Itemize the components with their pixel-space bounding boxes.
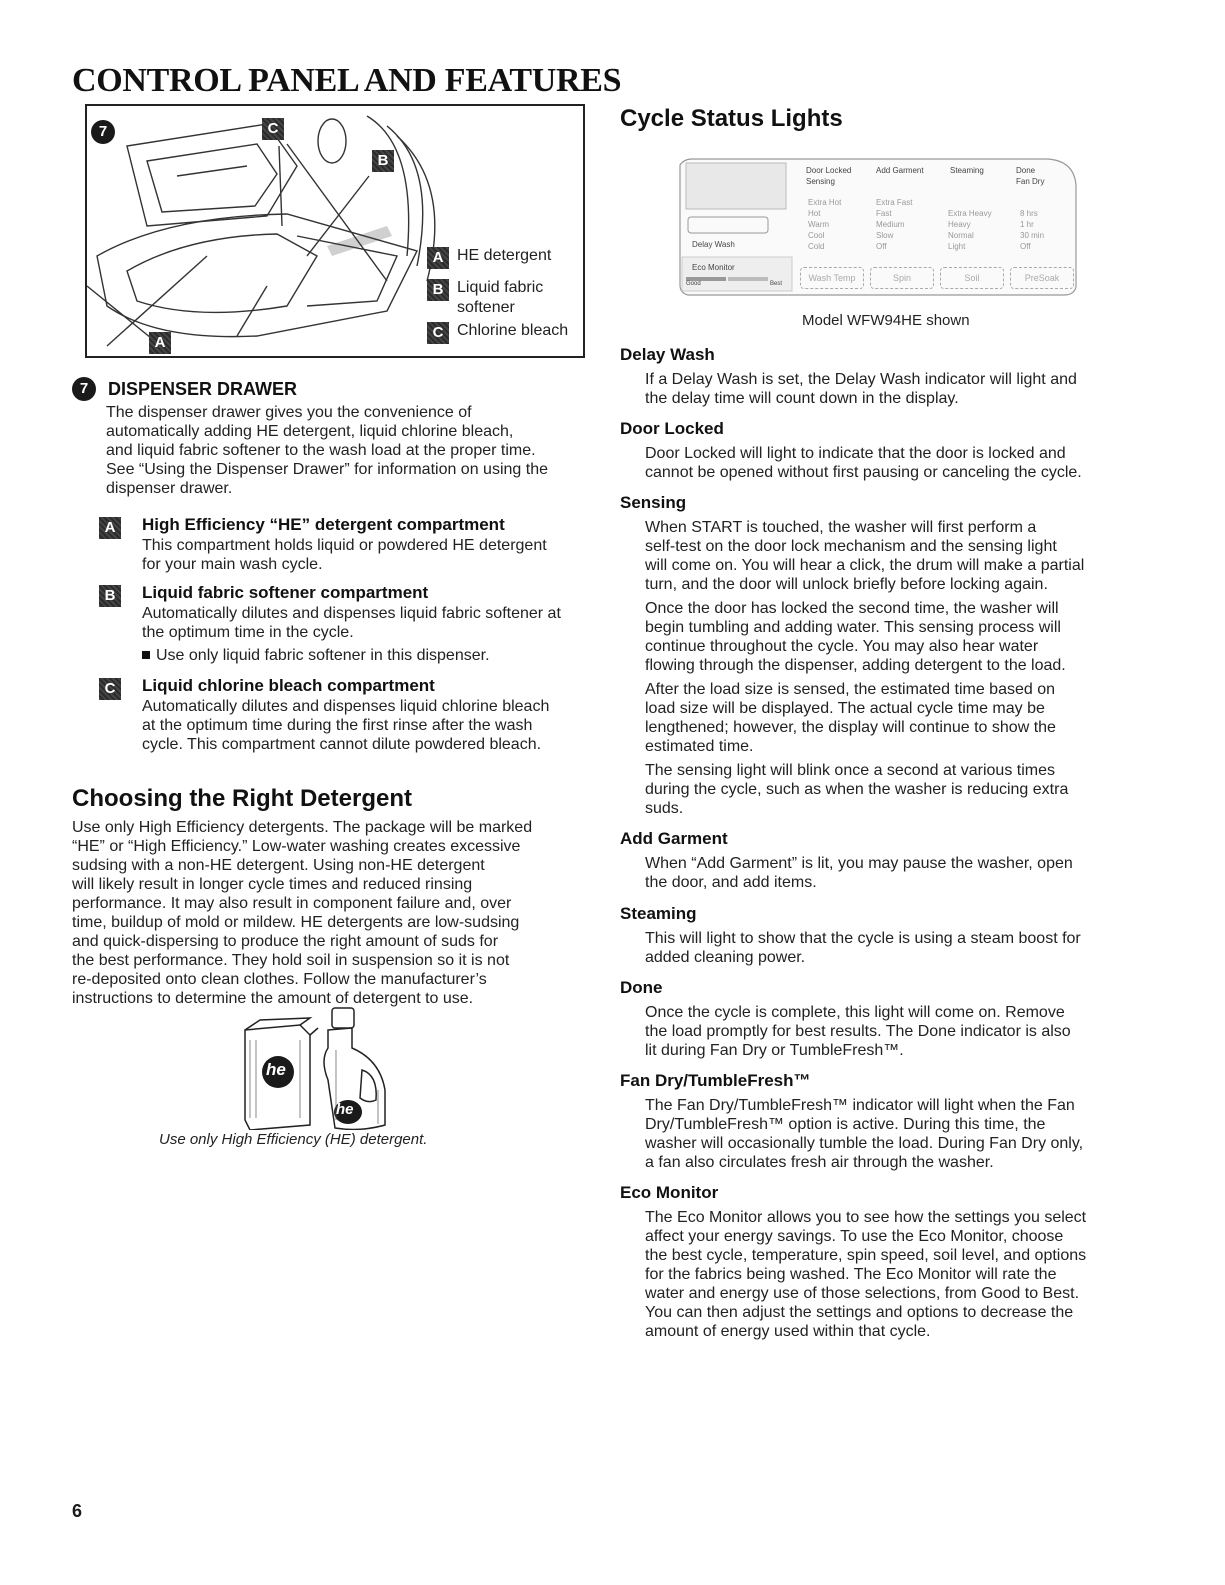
spin-opt: Medium xyxy=(876,220,905,229)
compartment-b xyxy=(99,583,589,668)
section-number: 7 xyxy=(72,377,96,401)
detergent-line-5: performance. It may also result in component failure and, over xyxy=(72,895,512,912)
detergent-heading: Choosing the Right Detergent xyxy=(72,785,412,812)
compartment-title-b: Liquid fabric softener compartment xyxy=(142,583,429,602)
wash-temp-button[interactable]: Wash Temp xyxy=(800,267,864,289)
sensing-p4-line: during the cycle, such as when the washer is reducing extra xyxy=(645,781,1069,798)
spin-button[interactable]: Spin xyxy=(870,267,934,289)
delay-line-2: the delay time will count down in the display. xyxy=(645,390,959,407)
soil-opt: Extra Heavy xyxy=(948,209,992,218)
fan-dry-line-4: a fan also circulates fresh air through the washer. xyxy=(645,1154,994,1171)
he-logo-box: he xyxy=(266,1060,286,1079)
page-number: 6 xyxy=(72,1501,83,1521)
panel-eco-good: Good xyxy=(686,281,701,287)
item-title-fan-dry: Fan Dry/TumbleFresh™ xyxy=(620,1071,811,1090)
detergent-line-6: time, buildup of mold or mildew. HE detergents are low-sudsing xyxy=(72,914,520,931)
eco-line-5: water and energy use of those selections, from Good to Best. xyxy=(645,1285,1080,1302)
legend-b xyxy=(427,278,543,318)
sensing-p2-line: flowing through the dispenser, adding detergent to the load. xyxy=(645,657,1066,674)
compartment-badge-c: C xyxy=(99,678,121,700)
fan-dry-line-2: Dry/TumbleFresh™ option is active. During this time, the xyxy=(645,1116,1046,1133)
sensing-p3-line: lengthened; however, the display will continue to show the xyxy=(645,719,1056,736)
control-panel-illustration xyxy=(678,157,1078,297)
spin-opt: Slow xyxy=(876,231,894,240)
figure-badge-c: C xyxy=(262,118,284,140)
compartment-title-a: High Efficiency “HE” detergent compartment xyxy=(142,515,505,534)
panel-delay-wash: Delay Wash xyxy=(692,240,735,249)
compartment-a-line-2: for your main wash cycle. xyxy=(142,556,323,573)
steaming-line-1: This will light to show that the cycle is using a steam boost for xyxy=(645,930,1081,947)
spin-opt: Off xyxy=(876,242,887,251)
legend-badge-c: C xyxy=(427,322,449,344)
item-title-add-garment: Add Garment xyxy=(620,829,728,848)
spin-opt: Extra Fast xyxy=(876,198,913,207)
item-body-add-garment xyxy=(645,854,1145,892)
compartment-b-bullet xyxy=(142,646,592,665)
light-fan-dry: Fan Dry xyxy=(1016,177,1045,186)
spin-opt: Fast xyxy=(876,209,892,218)
presoak-opt: 8 hrs xyxy=(1020,209,1038,218)
model-caption: Model WFW94HE shown xyxy=(802,312,970,329)
done-line-1: Once the cycle is complete, this light will come on. Remove xyxy=(645,1004,1065,1021)
soil-opt: Heavy xyxy=(948,220,971,229)
legend-a xyxy=(427,246,551,269)
legend-label-b-2: softener xyxy=(457,299,515,316)
soil-button[interactable]: Soil xyxy=(940,267,1004,289)
soil-opt: Light xyxy=(948,242,966,251)
sensing-p3-line: load size will be displayed. The actual cycle time may be xyxy=(645,700,1045,717)
compartment-b-line-1: Automatically dilutes and dispenses liquid fabric softener at xyxy=(142,605,561,622)
detergent-line-1: Use only High Efficiency detergents. The package will be marked xyxy=(72,819,533,836)
page-title: CONTROL PANEL AND FEATURES xyxy=(72,62,622,99)
temp-opt: Cold xyxy=(808,242,825,251)
temp-opt: Extra Hot xyxy=(808,198,842,207)
delay-line-1: If a Delay Wash is set, the Delay Wash indicator will light and xyxy=(645,371,1077,388)
legend-badge-b: B xyxy=(427,279,449,301)
item-body-delay-wash xyxy=(645,370,1145,408)
item-title-eco-monitor: Eco Monitor xyxy=(620,1183,719,1202)
sensing-p3-line: estimated time. xyxy=(645,738,754,755)
detergent-line-8: the best performance. They hold soil in suspension so it is not xyxy=(72,952,510,969)
item-body-fan-dry xyxy=(645,1096,1145,1172)
eco-line-2: affect your energy savings. To use the Eco Monitor, choose xyxy=(645,1228,1064,1245)
detergent-line-7: and quick-dispersing to produce the right amount of suds for xyxy=(72,933,499,950)
item-body-done xyxy=(645,1003,1145,1060)
light-done: Done xyxy=(1016,166,1036,175)
sensing-p4-line: suds. xyxy=(645,800,684,817)
fan-dry-line-1: The Fan Dry/TumbleFresh™ indicator will light when the Fan xyxy=(645,1097,1075,1114)
dispenser-line-2: automatically adding HE detergent, liquid chlorine bleach, xyxy=(106,423,514,440)
detergent-body xyxy=(72,818,592,1008)
he-detergent-illustration xyxy=(240,1000,400,1130)
presoak-options xyxy=(1020,208,1044,252)
item-body-eco-monitor xyxy=(645,1208,1145,1341)
presoak-opt: 30 min xyxy=(1020,231,1045,240)
door-line-1: Door Locked will light to indicate that the door is locked and xyxy=(645,445,1066,462)
fan-dry-line-3: washer will occasionally tumble the load. During Fan Dry only, xyxy=(645,1135,1084,1152)
temp-opt: Hot xyxy=(808,209,821,218)
temp-opt: Cool xyxy=(808,231,825,240)
light-steaming: Steaming xyxy=(950,166,984,175)
compartment-a xyxy=(99,515,589,575)
detergent-line-2: “HE” or “High Efficiency.” Low-water washing creates excessive xyxy=(72,838,521,855)
presoak-opt: 1 hr xyxy=(1020,220,1034,229)
eco-line-4: for the fabrics being washed. The Eco Monitor will rate the xyxy=(645,1266,1057,1283)
eco-line-1: The Eco Monitor allows you to see how the settings you select xyxy=(645,1209,1087,1226)
panel-eco-monitor: Eco Monitor xyxy=(692,263,735,272)
compartment-c-line-3: cycle. This compartment cannot dilute powdered bleach. xyxy=(142,736,542,753)
light-add-garment: Add Garment xyxy=(876,166,924,175)
dispenser-body xyxy=(106,403,596,498)
presoak-button[interactable]: PreSoak xyxy=(1010,267,1074,289)
figure-badge-b: B xyxy=(372,150,394,172)
item-title-sensing: Sensing xyxy=(620,493,687,512)
legend-label-a: HE detergent xyxy=(457,247,552,264)
dispenser-line-3: and liquid fabric softener to the wash load at the proper time. xyxy=(106,442,536,459)
compartment-c-line-2: at the optimum time during the first rinse after the wash xyxy=(142,717,533,734)
detergent-line-3: sudsing with a non-HE detergent. Using non-HE detergent xyxy=(72,857,485,874)
compartment-title-c: Liquid chlorine bleach compartment xyxy=(142,676,435,695)
light-sensing: Sensing xyxy=(806,177,835,186)
sensing-p1-line: turn, and the door will unlock briefly before locking again. xyxy=(645,576,1048,593)
done-line-3: lit during Fan Dry or TumbleFresh™. xyxy=(645,1042,904,1059)
detergent-line-9: re-deposited onto clean clothes. Follow the manufacturer’s xyxy=(72,971,487,988)
item-title-door-locked: Door Locked xyxy=(620,419,724,438)
dispenser-line-1: The dispenser drawer gives you the convenience of xyxy=(106,404,472,421)
done-line-2: the load promptly for best results. The Done indicator is also xyxy=(645,1023,1071,1040)
compartment-b-line-2: the optimum time in the cycle. xyxy=(142,624,354,641)
dispenser-drawer-figure xyxy=(85,104,585,358)
dispenser-line-5: dispenser drawer. xyxy=(106,480,233,497)
detergent-caption: Use only High Efficiency (HE) detergent. xyxy=(159,1131,428,1148)
presoak-opt: Off xyxy=(1020,242,1031,251)
compartment-c-line-1: Automatically dilutes and dispenses liquid chlorine bleach xyxy=(142,698,550,715)
legend-label-c: Chlorine bleach xyxy=(457,322,569,339)
compartment-badge-a: A xyxy=(99,517,121,539)
sensing-p2-line: begin tumbling and adding water. This sensing process will xyxy=(645,619,1061,636)
add-garment-line-2: the door, and add items. xyxy=(645,874,817,891)
detergent-bottle-icon xyxy=(240,1000,400,1130)
door-line-2: cannot be opened without first pausing or canceling the cycle. xyxy=(645,464,1082,481)
sensing-p4-line: The sensing light will blink once a second at various times xyxy=(645,762,1055,779)
item-title-done: Done xyxy=(620,978,663,997)
item-body-door-locked xyxy=(645,444,1145,482)
sensing-p1-line: When START is touched, the washer will first perform a xyxy=(645,519,1037,536)
sensing-p1-line: self-test on the door lock mechanism and the sensing light xyxy=(645,538,1057,555)
temp-opt: Warm xyxy=(808,220,830,229)
temp-options xyxy=(808,197,841,252)
eco-line-6: You can then adjust the settings and options to decrease the xyxy=(645,1304,1074,1321)
add-garment-line-1: When “Add Garment” is lit, you may pause the washer, open xyxy=(645,855,1073,872)
item-title-delay-wash: Delay Wash xyxy=(620,345,715,364)
figure-callout-number: 7 xyxy=(91,120,115,144)
detergent-line-4: will likely result in longer cycle times and reduced rinsing xyxy=(72,876,473,893)
sensing-p2-line: Once the door has locked the second time, the washer will xyxy=(645,600,1059,617)
item-body-sensing xyxy=(645,518,1145,818)
sensing-p2-line: continue throughout the cycle. You may also hear water xyxy=(645,638,1039,655)
legend-badge-a: A xyxy=(427,247,449,269)
sensing-p1-line: will come on. You will hear a click, the drum will make a partial xyxy=(645,557,1085,574)
sensing-p3-line: After the load size is sensed, the estimated time based on xyxy=(645,681,1056,698)
spin-options xyxy=(876,197,912,252)
soil-options xyxy=(948,208,992,252)
he-logo-bottle: he xyxy=(336,1101,354,1118)
soil-opt: Normal xyxy=(948,231,974,240)
item-body-steaming xyxy=(645,929,1145,967)
eco-line-3: the best cycle, temperature, spin speed, soil level, and options xyxy=(645,1247,1087,1264)
dispenser-line-4: See “Using the Dispenser Drawer” for information on using the xyxy=(106,461,548,478)
compartment-a-line-1: This compartment holds liquid or powdered HE detergent xyxy=(142,537,547,554)
compartment-c xyxy=(99,676,589,756)
panel-eco-best: Best xyxy=(770,281,783,287)
status-heading: Cycle Status Lights xyxy=(620,105,843,132)
steaming-line-2: added cleaning power. xyxy=(645,949,806,966)
legend-c xyxy=(427,321,568,344)
item-title-steaming: Steaming xyxy=(620,904,697,923)
dispenser-heading: DISPENSER DRAWER xyxy=(108,379,298,399)
legend-label-b-1: Liquid fabric xyxy=(457,279,544,296)
eco-line-7: amount of energy used within that cycle. xyxy=(645,1323,931,1340)
figure-badge-a: A xyxy=(149,332,171,354)
compartment-badge-b: B xyxy=(99,585,121,607)
light-door-locked: Door Locked xyxy=(806,166,852,175)
detergent-line-10: instructions to determine the amount of detergent to use. xyxy=(72,990,474,1007)
bullet-square-icon xyxy=(142,651,150,659)
compartment-b-bullet-text: Use only liquid fabric softener in this dispenser. xyxy=(156,647,490,664)
dispenser-drawer-illustration xyxy=(87,106,583,356)
